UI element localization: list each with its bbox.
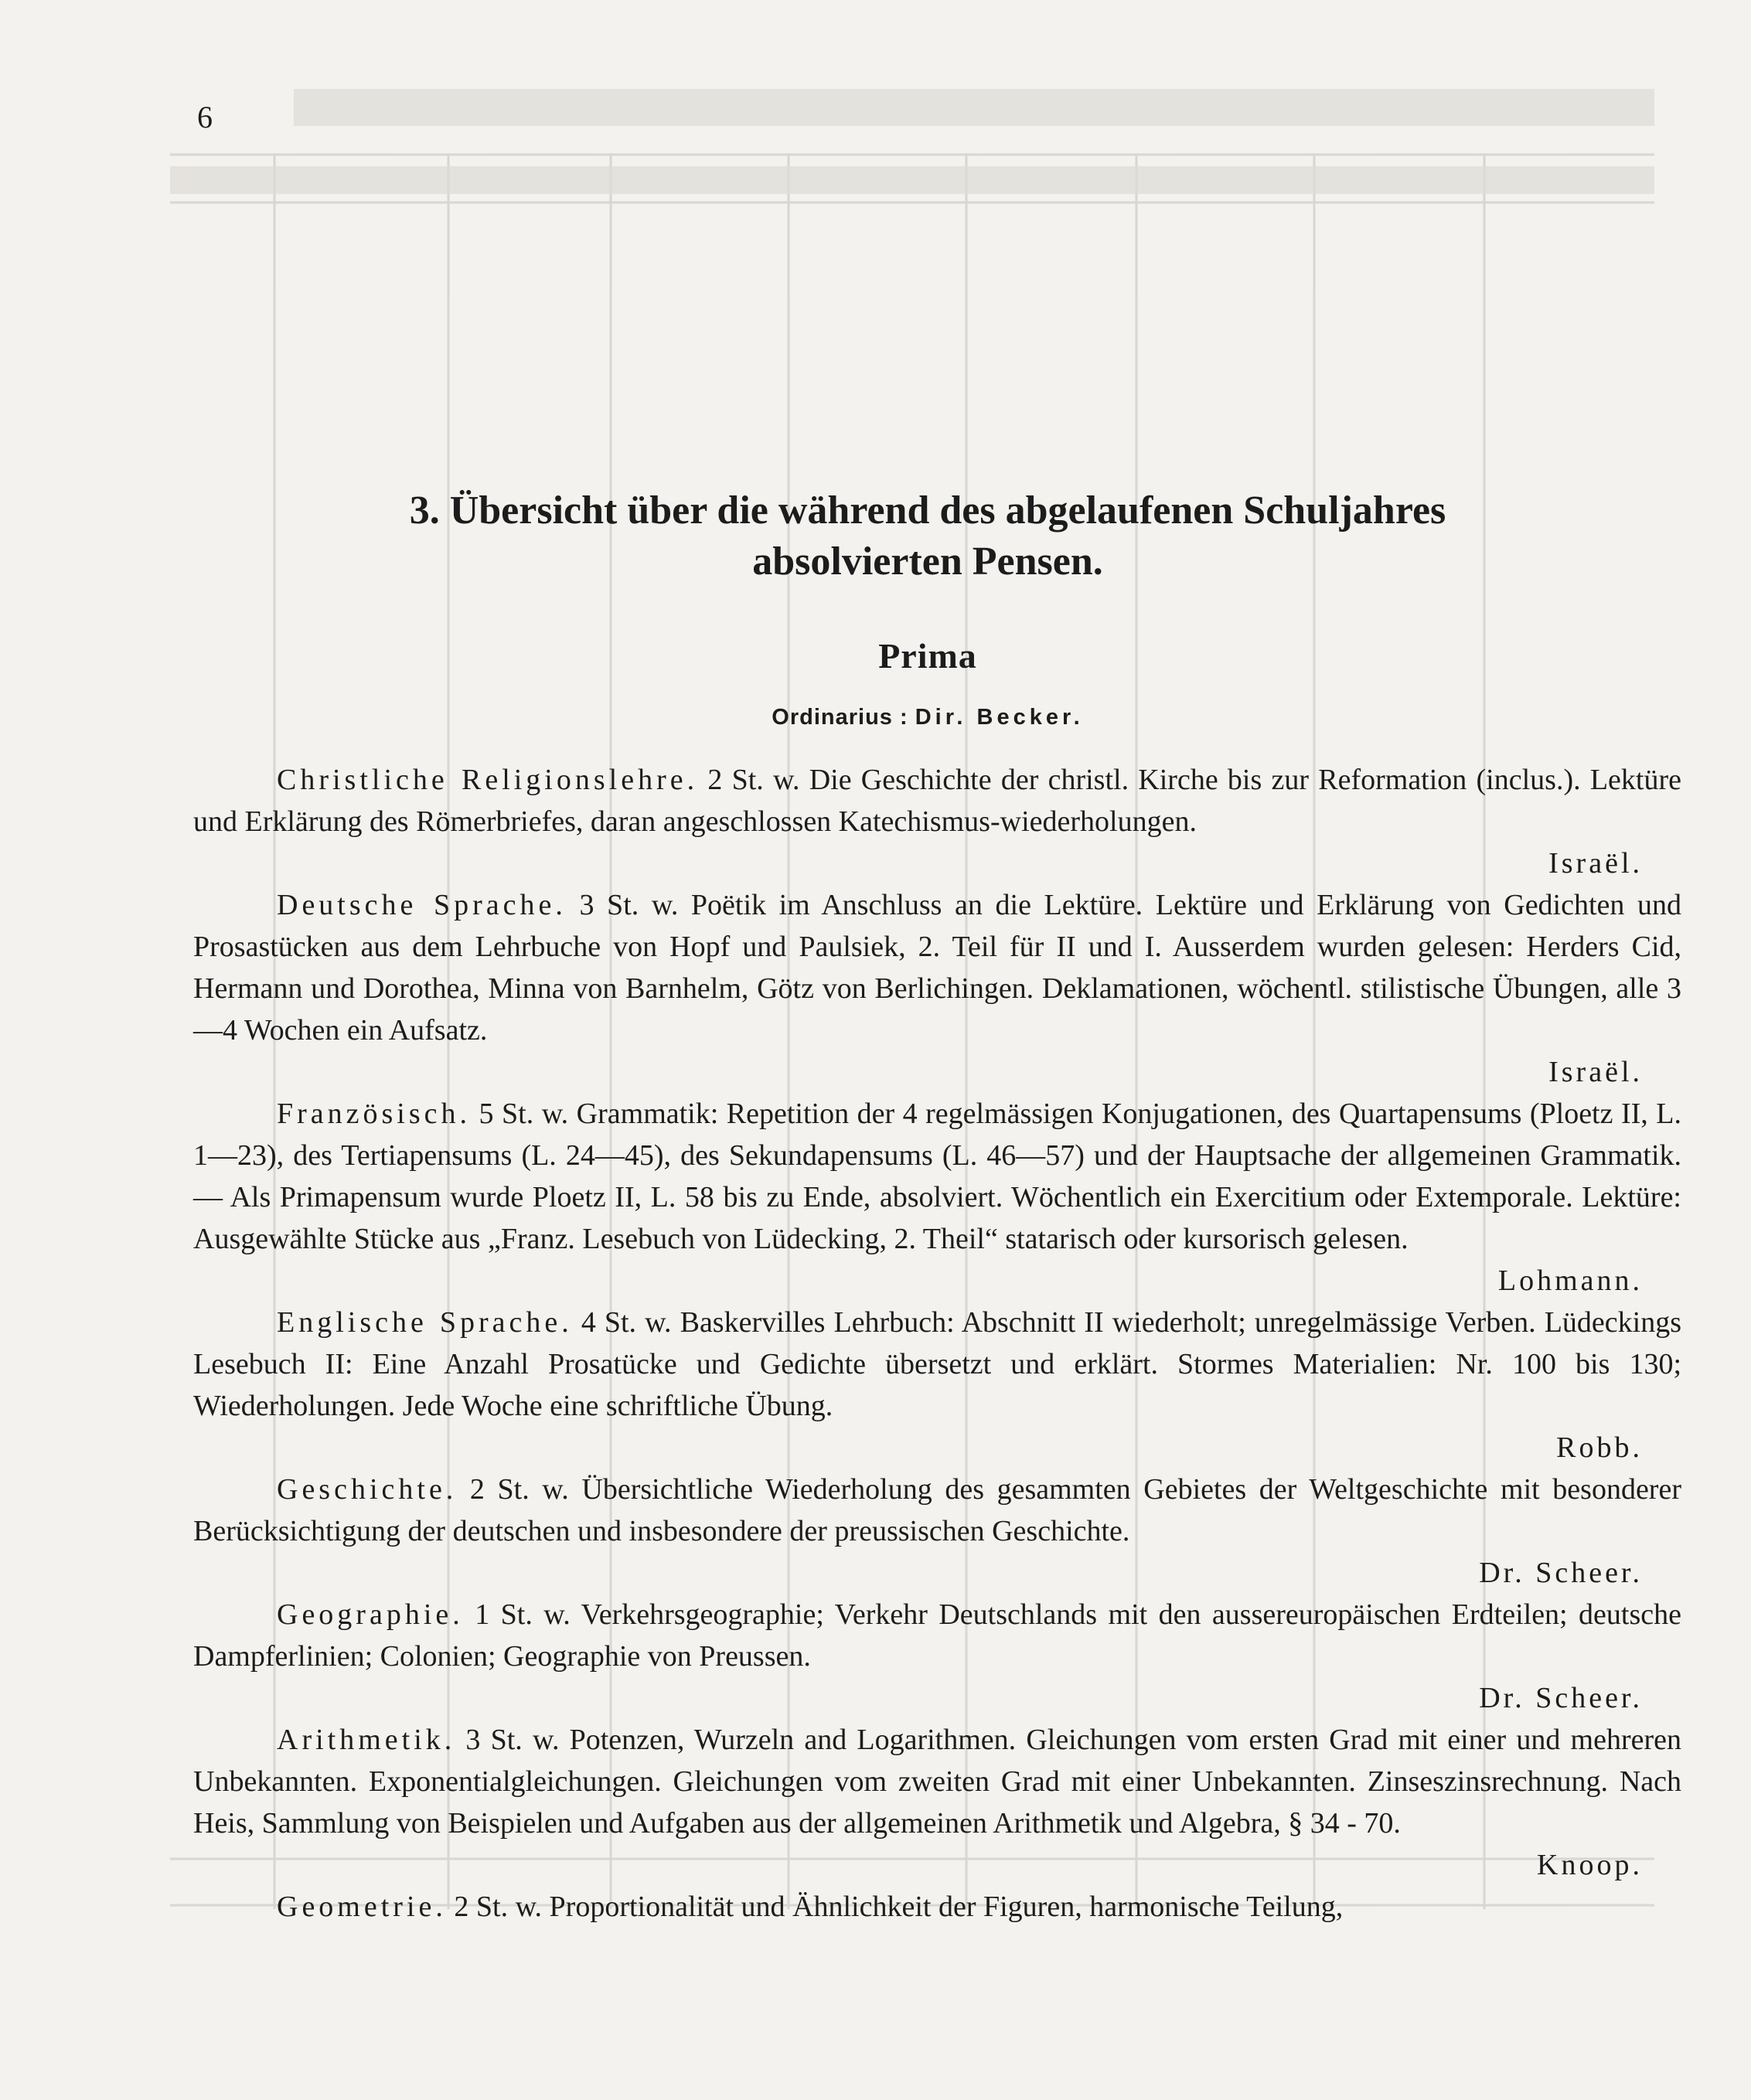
curriculum-body: [193, 759, 1681, 1928]
ordinarius-line: [193, 705, 1662, 730]
subject-description: 1 St. w. Verkehrsgeographie; Verkehr Deutschlands mit den aussereuropäischen Erdteilen; deutsche Dampferlinien; Colonien; Geographie von Preussen.: [193, 1598, 1681, 1673]
ordinarius-name: Dir. Becker.: [915, 705, 1084, 730]
subject-name: Französisch.: [277, 1098, 472, 1130]
section-heading-line-1: 3. Übersicht über die während des abgelaufenen Schuljahres: [409, 488, 1446, 533]
section-deutsch: [193, 884, 1681, 1051]
subject-description: 2 St. w. Übersichtliche Wiederholung des gesammten Gebietes der Weltgeschichte mit besonderer Berücksichtigung der deutschen und insbesondere der preussischen Geschichte.: [193, 1473, 1681, 1547]
subject-description: 2 St. w. Proportionalität und Ähnlichkeit der Figuren, harmonische Teilung,: [446, 1891, 1344, 1923]
ordinarius-label: Ordinarius :: [772, 705, 908, 730]
section-religion: [193, 759, 1681, 842]
section-heading-line-2: absolvierten Pensen.: [752, 539, 1103, 584]
subject-description: 2 St. w. Die Geschichte der christl. Kirche bis zur Reformation (inclus.). Lektüre und Erklärung des Römerbriefes, daran angeschlossen Katechismus-wiederholungen.: [193, 764, 1681, 838]
section-englisch: [193, 1302, 1681, 1427]
subject-name: Christliche Religionslehre.: [277, 764, 699, 796]
subject-description: 4 St. w. Baskervilles Lehrbuch: Abschnitt II wiederholt; unregelmässige Verben. Lüdeckings Lesebuch II: Eine Anzahl Prosatücke und Gedichte übersetzt und erklärt. Stormes Materialien: Nr. 100 bis 130; Wiederholungen. Jede Woche eine schriftliche Übung.: [193, 1306, 1681, 1422]
subject-name: Geographie.: [277, 1598, 464, 1631]
teacher-name: Knoop.: [1537, 1849, 1643, 1881]
section-geographie: [193, 1594, 1681, 1677]
teacher-name: Robb.: [1556, 1431, 1643, 1464]
subject-name: Arithmetik.: [277, 1724, 456, 1756]
subject-description: 5 St. w. Grammatik: Repetition der 4 regelmässigen Konjugationen, des Quartapensums (Ploetz II, L. 1—23), des Tertiapensums (L. 24—45), des Sekundapensums (L. 46—57) und der Hauptsache der allgemeinen Grammatik. — Als Primapensum wurde Ploetz II, L. 58 bis zu Ende, absolviert. Wöchentlich ein Exercitium oder Extemporale. Lektüre: Ausgewählte Stücke aus „Franz. Lesebuch von Lüdecking, 2. Theil“ statarisch oder kursorisch gelesen.: [193, 1098, 1681, 1255]
teacher-name: Dr. Scheer.: [1479, 1557, 1643, 1589]
subject-description: 3 St. w. Potenzen, Wurzeln and Logarithmen. Gleichungen vom ersten Grad mit einer und mehreren Unbekannten. Exponentialgleichungen. Gleichungen vom zweiten Grad mit einer Unbekannten. Zinseszinsrechnung. Nach Heis, Sammlung von Beispielen und Aufgaben aus der allgemeinen Arithmetik und Algebra, § 34 - 70.: [193, 1724, 1681, 1840]
section-heading: [193, 485, 1662, 587]
subject-name: Geschichte.: [277, 1473, 458, 1506]
teacher-name: Dr. Scheer.: [1479, 1682, 1643, 1714]
subject-description: 3 St. w. Poëtik im Anschluss an die Lektüre. Lektüre und Erklärung von Gedichten und Prosastücken aus dem Lehrbuche von Hopf und Paulsiek, 2. Teil für II und I. Ausserdem wurden gelesen: Herders Cid, Hermann und Dorothea, Minna von Barnhelm, Götz von Berlichingen. Deklamationen, wöchentl. stilistische Übungen, alle 3—4 Wochen ein Aufsatz.: [193, 889, 1681, 1047]
section-geometrie: [193, 1886, 1681, 1928]
page-number: 6: [197, 100, 213, 134]
teacher-name: Israël.: [1548, 847, 1643, 880]
section-geschichte: [193, 1469, 1681, 1552]
subject-name: Deutsche Sprache.: [277, 889, 567, 921]
section-arithmetik: [193, 1719, 1681, 1844]
subject-name: Englische Sprache.: [277, 1306, 573, 1339]
section-franzoesisch: [193, 1093, 1681, 1260]
subject-name: Geometrie.: [277, 1891, 447, 1923]
teacher-name: Lohmann.: [1497, 1264, 1643, 1297]
class-title: Prima: [878, 636, 977, 676]
teacher-name: Israël.: [1548, 1056, 1643, 1088]
